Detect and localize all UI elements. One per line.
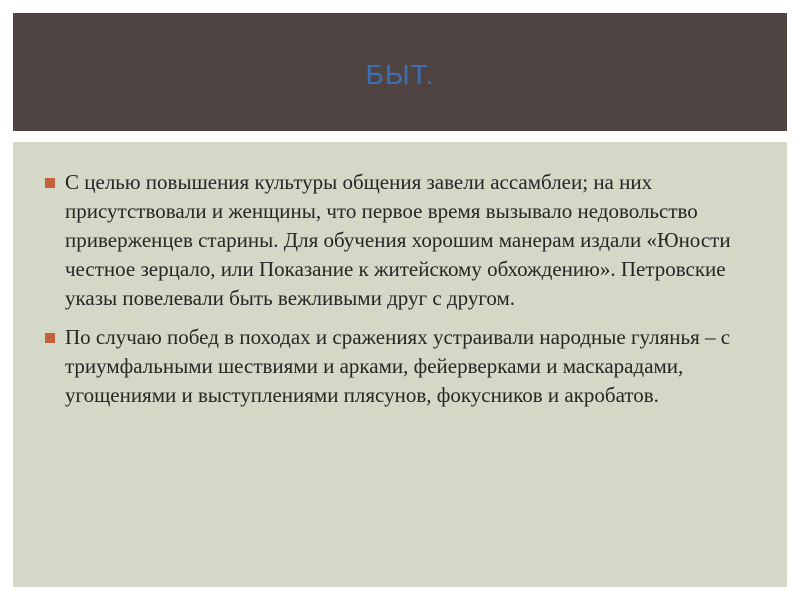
square-bullet-icon <box>45 333 55 343</box>
slide-title: БЫТ. <box>365 59 435 90</box>
bullet-list <box>43 168 763 420</box>
bullet-item-1 <box>43 168 763 313</box>
bullet-text-1: С целью повышения культуры общения завели ассамблеи; на них присутствовали и женщины, что первое время вызывало недовольство приверженцев старины. Для обучения хорошим манерам издали «Юности честное зерцало, или Показание к житейскому обхождению». Петровские указы повелевали быть вежливыми друг с другом. <box>65 170 731 310</box>
bullet-text-2: По случаю побед в походах и сражениях устраивали народные гулянья – с триумфальными шествиями и арками, фейерверками и маскарадами, угощениями и выступлениями плясунов, фокусников и акробатов. <box>65 325 731 407</box>
title-band <box>13 13 787 131</box>
content-panel <box>13 142 787 587</box>
slide <box>13 13 787 587</box>
square-bullet-icon <box>45 178 55 188</box>
bullet-item-2 <box>43 323 763 410</box>
